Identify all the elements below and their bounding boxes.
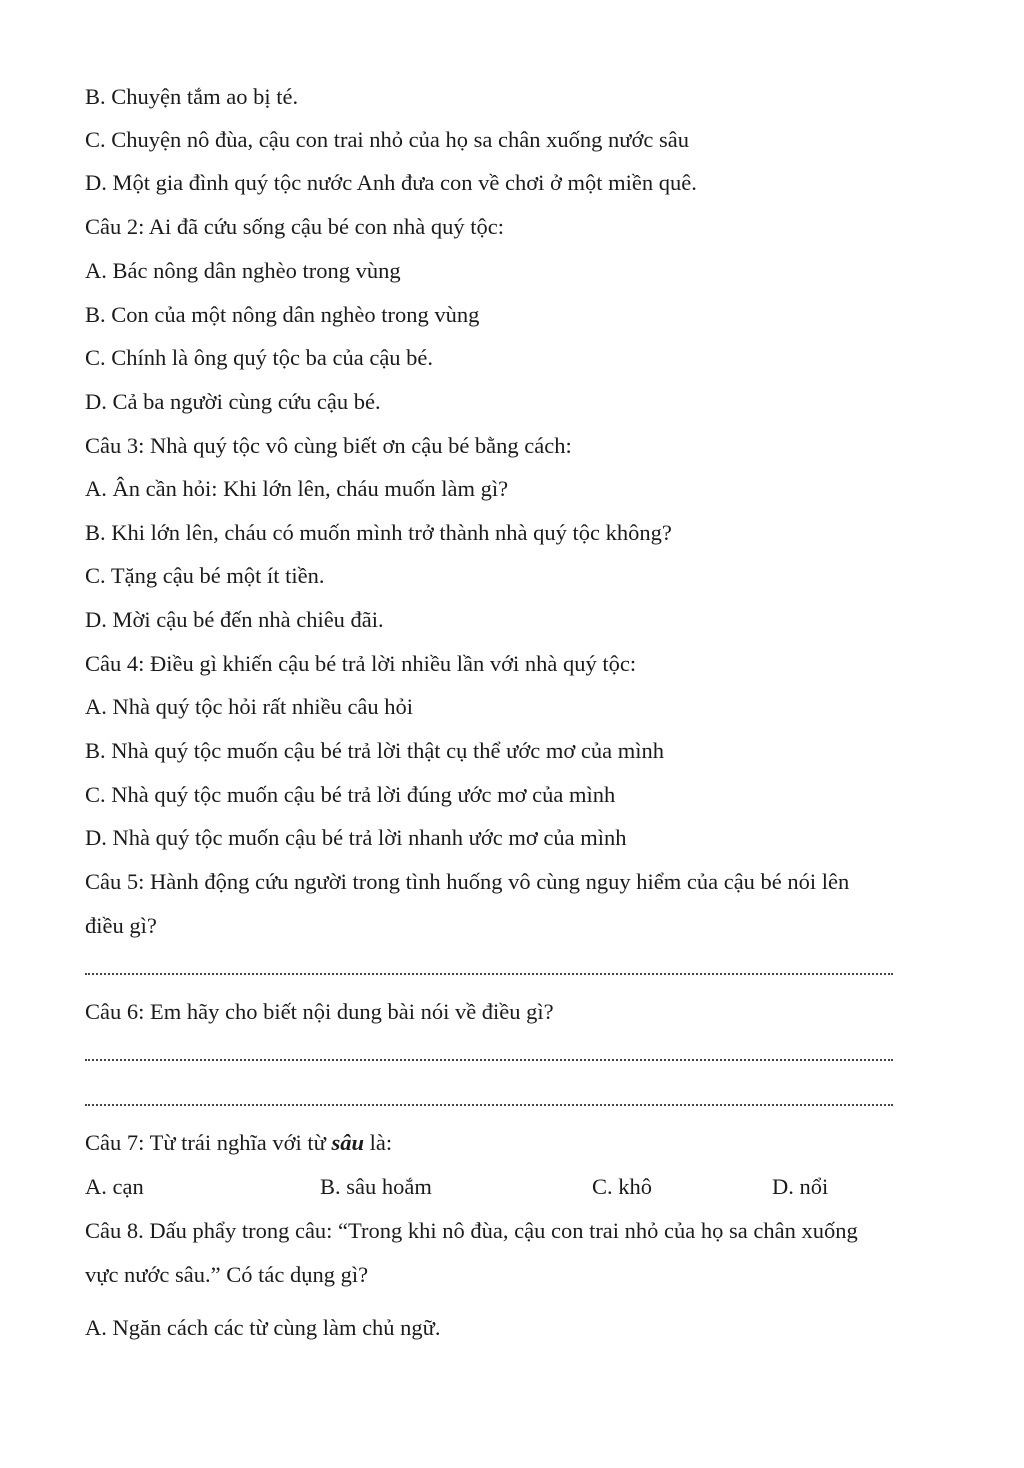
q4-option-a: A. Nhà quý tộc hỏi rất nhiều câu hỏi <box>85 694 414 719</box>
q2-question: Câu 2: Ai đã cứu sống cậu bé con nhà quý tộc: <box>85 214 504 239</box>
q3-question: Câu 3: Nhà quý tộc vô cùng biết ơn cậu bé bằng cách: <box>85 433 572 458</box>
answer-line[interactable] <box>85 1104 893 1106</box>
q1-option-d: D. Một gia đình quý tộc nước Anh đưa con về chơi ở một miền quê. <box>85 170 697 195</box>
q2-option-b: B. Con của một nông dân nghèo trong vùng <box>85 302 480 327</box>
q1-option-b: B. Chuyện tắm ao bị té. <box>85 84 299 109</box>
q7-question-suffix: là: <box>364 1130 393 1155</box>
q2-option-d: D. Cả ba người cùng cứu cậu bé. <box>85 389 381 414</box>
q1-option-c: C. Chuyện nô đùa, cậu con trai nhỏ của họ sa chân xuống nước sâu <box>85 127 689 152</box>
q7-option-a: A. cạn <box>85 1174 144 1199</box>
q2-option-a: A. Bác nông dân nghèo trong vùng <box>85 258 401 283</box>
q7-highlighted-word: sâu <box>331 1130 364 1155</box>
q7-option-b: B. sâu hoắm <box>320 1174 432 1199</box>
q4-question: Câu 4: Điều gì khiến cậu bé trả lời nhiều lần với nhà quý tộc: <box>85 651 637 676</box>
q7-option-c: C. khô <box>592 1174 653 1199</box>
q3-option-a: A. Ân cần hỏi: Khi lớn lên, cháu muốn làm gì? <box>85 476 509 501</box>
q4-option-d: D. Nhà quý tộc muốn cậu bé trả lời nhanh ước mơ của mình <box>85 825 627 850</box>
q8-question-line2: vực nước sâu.” Có tác dụng gì? <box>85 1262 369 1287</box>
q5-question-line2: điều gì? <box>85 913 157 938</box>
q7-question-prefix: Câu 7: Từ trái nghĩa với từ <box>85 1130 332 1155</box>
answer-line[interactable] <box>85 1059 893 1061</box>
q2-option-c: C. Chính là ông quý tộc ba của cậu bé. <box>85 345 434 370</box>
q7-option-d: D. nổi <box>772 1174 829 1199</box>
q4-option-c: C. Nhà quý tộc muốn cậu bé trả lời đúng ước mơ của mình <box>85 782 616 807</box>
q4-option-b: B. Nhà quý tộc muốn cậu bé trả lời thật cụ thể ước mơ của mình <box>85 738 664 763</box>
q3-option-d: D. Mời cậu bé đến nhà chiêu đãi. <box>85 607 384 632</box>
answer-line[interactable] <box>85 973 893 975</box>
q3-option-c: C. Tặng cậu bé một ít tiền. <box>85 563 325 588</box>
q7-question <box>85 1128 392 1158</box>
q5-question-line1: Câu 5: Hành động cứu người trong tình huống vô cùng nguy hiểm của cậu bé nói lên <box>85 869 850 894</box>
q8-question-line1: Câu 8. Dấu phẩy trong câu: “Trong khi nô đùa, cậu con trai nhỏ của họ sa chân xuống <box>85 1218 858 1243</box>
q3-option-b: B. Khi lớn lên, cháu có muốn mình trở thành nhà quý tộc không? <box>85 520 672 545</box>
q8-option-a: A. Ngăn cách các từ cùng làm chủ ngữ. <box>85 1315 441 1340</box>
q6-question: Câu 6: Em hãy cho biết nội dung bài nói về điều gì? <box>85 999 554 1024</box>
